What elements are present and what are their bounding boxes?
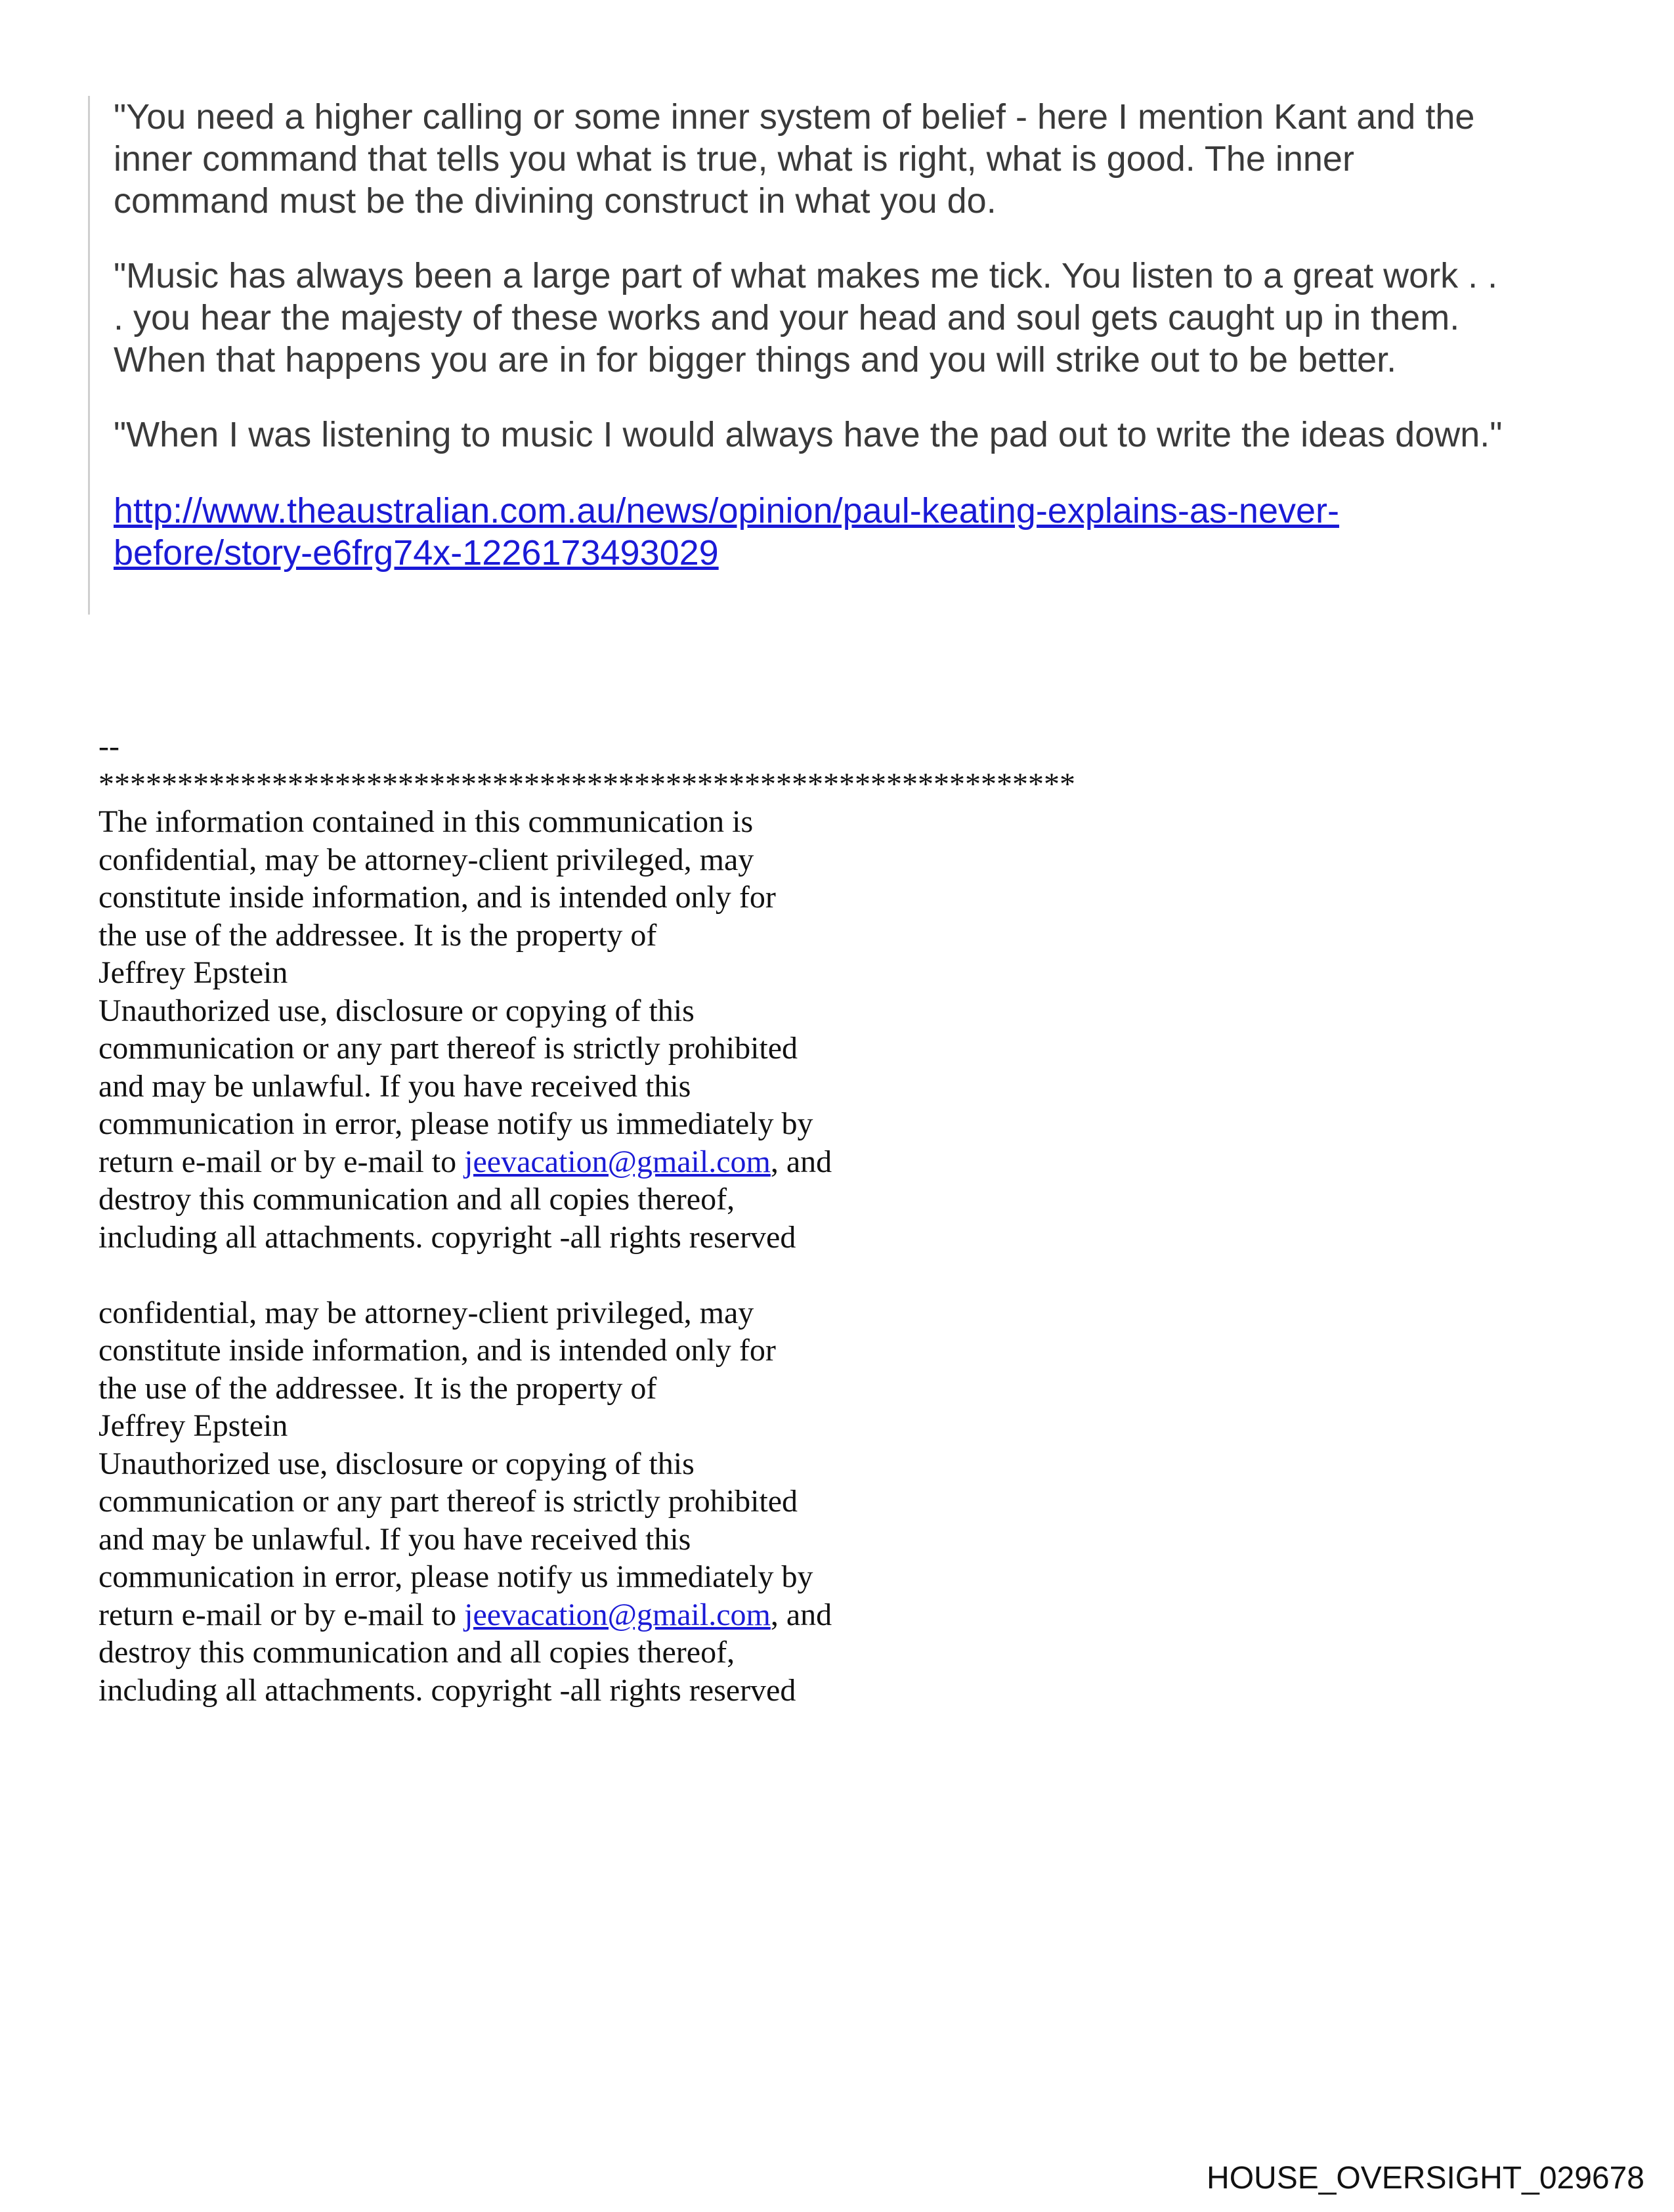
- paragraph-gap: [98, 1256, 1149, 1294]
- disclaimer-line: destroy this communication and all copies thereof,: [98, 1182, 735, 1217]
- email-line-suffix: , and: [770, 1144, 832, 1179]
- disclaimer-line: and may be unlawful. If you have received this: [98, 1521, 691, 1557]
- quote-paragraph-kant: "You need a higher calling or some inner system of belief - here I mention Kant and the inner command that tells you what is true, what is right, what is good. The inner command must be the divining construct in what you do.: [114, 97, 1475, 221]
- disclaimer-line: constitute inside information, and is intended only for: [98, 880, 776, 915]
- disclaimer-line: The information contained in this communication is: [98, 804, 754, 839]
- disclaimer-line: and may be unlawful. If you have received this: [98, 1068, 691, 1104]
- disclaimer-line: communication or any part thereof is strictly prohibited: [98, 1484, 798, 1519]
- disclaimer-line: Jeffrey Epstein: [98, 955, 288, 990]
- disclaimer-second: [98, 1294, 1149, 1710]
- email-line-prefix: return e-mail or by e-mail to: [98, 1597, 465, 1632]
- disclaimer-line: Unauthorized use, disclosure or copying of this: [98, 1446, 695, 1481]
- disclaimer-line: the use of the addressee. It is the property of: [98, 1370, 657, 1406]
- quote-paragraph-pad: "When I was listening to music I would always have the pad out to write the ideas down.": [114, 415, 1503, 454]
- article-link[interactable]: http://www.theaustralian.com.au/news/opinion/paul-keating-explains-as-never- before/story-e6frg74x-1226173493029: [114, 491, 1339, 573]
- disclaimer-email-line: [98, 1596, 1149, 1634]
- disclaimer-line: the use of the addressee. It is the property of: [98, 917, 657, 953]
- asterisk-separator: **************************************************************: [98, 766, 1075, 802]
- disclaimer-line: destroy this communication and all copies thereof,: [98, 1635, 735, 1670]
- email-link[interactable]: jeevacation@gmail.com: [464, 1144, 771, 1179]
- quoted-article-block: [88, 96, 1585, 615]
- disclaimer-line: confidential, may be attorney-client privileged, may: [98, 842, 754, 877]
- disclaimer-line: including all attachments. copyright -all rights reserved: [98, 1219, 796, 1255]
- disclaimer-email-line: [98, 1143, 1149, 1181]
- disclaimer-line: communication in error, please notify us immediately by: [98, 1559, 813, 1594]
- quote-paragraph-music: "Music has always been a large part of what makes me tick. You listen to a great work . . . you hear the majesty of these works and your head and soul gets caught up in them. When that happens you are in for bigger things and you will strike out to be better.: [114, 256, 1498, 380]
- disclaimer-line: confidential, may be attorney-client privileged, may: [98, 1295, 754, 1330]
- email-line-suffix: , and: [770, 1597, 832, 1632]
- disclaimer-line: including all attachments. copyright -all rights reserved: [98, 1672, 796, 1708]
- disclaimer-line: communication or any part thereof is strictly prohibited: [98, 1031, 798, 1066]
- disclaimer-line: communication in error, please notify us immediately by: [98, 1106, 813, 1141]
- email-link[interactable]: jeevacation@gmail.com: [464, 1597, 771, 1632]
- signature-dashes: --: [98, 729, 119, 764]
- email-line-prefix: return e-mail or by e-mail to: [98, 1144, 465, 1179]
- disclaimer-first: [98, 803, 1149, 1256]
- disclaimer-line: Jeffrey Epstein: [98, 1408, 288, 1443]
- confidentiality-footer: [98, 727, 1149, 1709]
- disclaimer-line: Unauthorized use, disclosure or copying of this: [98, 993, 695, 1028]
- disclaimer-line: constitute inside information, and is intended only for: [98, 1333, 776, 1368]
- bates-number: HOUSE_OVERSIGHT_029678: [1207, 2161, 1644, 2196]
